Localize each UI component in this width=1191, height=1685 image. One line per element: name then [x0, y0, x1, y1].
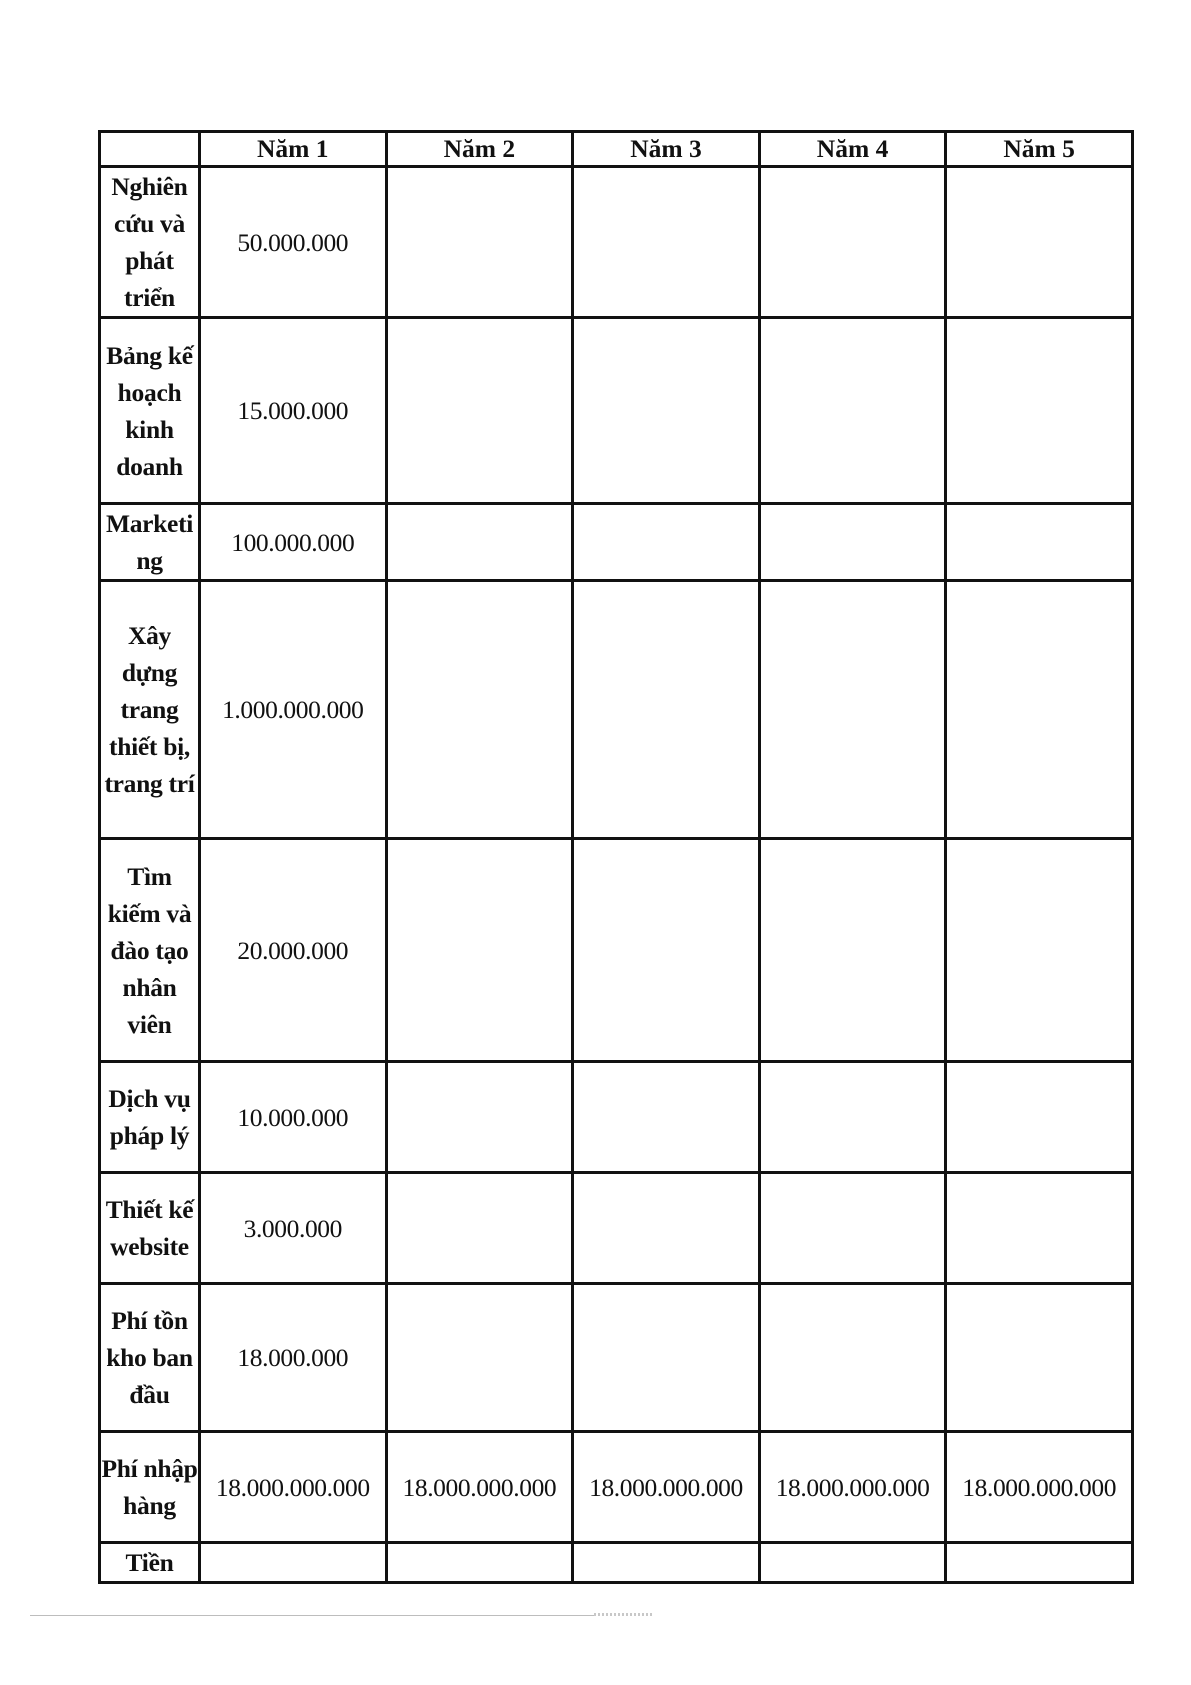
table-row — [100, 167, 1133, 318]
table-row — [100, 318, 1133, 504]
value-cell: 18.000.000.000 — [386, 1432, 573, 1543]
value-cell — [759, 504, 946, 581]
value-cell — [759, 839, 946, 1062]
header-row — [100, 132, 1133, 167]
value-cell: 50.000.000 — [200, 167, 387, 318]
table-row — [100, 504, 1133, 581]
header-corner-cell — [100, 132, 200, 167]
value-cell — [946, 1062, 1133, 1173]
value-cell — [946, 581, 1133, 839]
footer-divider — [30, 1615, 594, 1616]
value-cell — [386, 1284, 573, 1432]
table-row — [100, 1173, 1133, 1284]
value-cell: 15.000.000 — [200, 318, 387, 504]
value-cell — [946, 1284, 1133, 1432]
row-label: Dịch vụ pháp lý — [100, 1062, 200, 1173]
value-cell — [386, 167, 573, 318]
value-cell: 100.000.000 — [200, 504, 387, 581]
value-cell: 18.000.000.000 — [200, 1432, 387, 1543]
row-label: Marketing — [100, 504, 200, 581]
value-cell — [200, 1543, 387, 1583]
table-row — [100, 839, 1133, 1062]
value-cell: 18.000.000.000 — [573, 1432, 760, 1543]
value-cell — [759, 318, 946, 504]
value-cell — [386, 318, 573, 504]
value-cell — [573, 581, 760, 839]
row-label: Phí nhập hàng — [100, 1432, 200, 1543]
value-cell — [759, 167, 946, 318]
value-cell: 18.000.000 — [200, 1284, 387, 1432]
table-viewport — [98, 130, 1132, 1577]
value-cell — [573, 167, 760, 318]
footer-dotted-mark — [594, 1613, 654, 1616]
table-row — [100, 1062, 1133, 1173]
value-cell — [759, 1173, 946, 1284]
value-cell — [946, 504, 1133, 581]
value-cell: 3.000.000 — [200, 1173, 387, 1284]
value-cell — [573, 1173, 760, 1284]
row-label: Xây dựng trang thiết bị, trang trí — [100, 581, 200, 839]
value-cell — [759, 581, 946, 839]
value-cell: 18.000.000.000 — [759, 1432, 946, 1543]
value-cell — [386, 1173, 573, 1284]
header-year-3: Năm 3 — [573, 132, 760, 167]
value-cell — [573, 1062, 760, 1173]
row-label: Thiết kế website — [100, 1173, 200, 1284]
value-cell — [573, 504, 760, 581]
value-cell — [386, 839, 573, 1062]
value-cell — [946, 318, 1133, 504]
value-cell — [573, 1284, 760, 1432]
table-row — [100, 1432, 1133, 1543]
value-cell: 10.000.000 — [200, 1062, 387, 1173]
value-cell — [946, 1173, 1133, 1284]
header-year-2: Năm 2 — [386, 132, 573, 167]
startup-cost-table — [98, 130, 1134, 1584]
table-row — [100, 581, 1133, 839]
value-cell — [946, 1543, 1133, 1583]
value-cell — [946, 839, 1133, 1062]
value-cell — [386, 504, 573, 581]
value-cell — [386, 1543, 573, 1583]
table-row — [100, 1284, 1133, 1432]
value-cell — [573, 318, 760, 504]
value-cell — [759, 1284, 946, 1432]
header-year-5: Năm 5 — [946, 132, 1133, 167]
table-row — [100, 1543, 1133, 1583]
value-cell — [759, 1062, 946, 1173]
row-label: Phí tồn kho ban đầu — [100, 1284, 200, 1432]
value-cell — [573, 839, 760, 1062]
header-year-4: Năm 4 — [759, 132, 946, 167]
value-cell — [386, 1062, 573, 1173]
value-cell: 20.000.000 — [200, 839, 387, 1062]
value-cell: 18.000.000.000 — [946, 1432, 1133, 1543]
value-cell: 1.000.000.000 — [200, 581, 387, 839]
row-label: Nghiên cứu và phát triển — [100, 167, 200, 318]
row-label: Tìm kiếm và đào tạo nhân viên — [100, 839, 200, 1062]
value-cell — [946, 167, 1133, 318]
value-cell — [386, 581, 573, 839]
header-year-1: Năm 1 — [200, 132, 387, 167]
value-cell — [759, 1543, 946, 1583]
row-label: Tiền — [100, 1543, 200, 1583]
row-label: Bảng kế hoạch kinh doanh — [100, 318, 200, 504]
value-cell — [573, 1543, 760, 1583]
